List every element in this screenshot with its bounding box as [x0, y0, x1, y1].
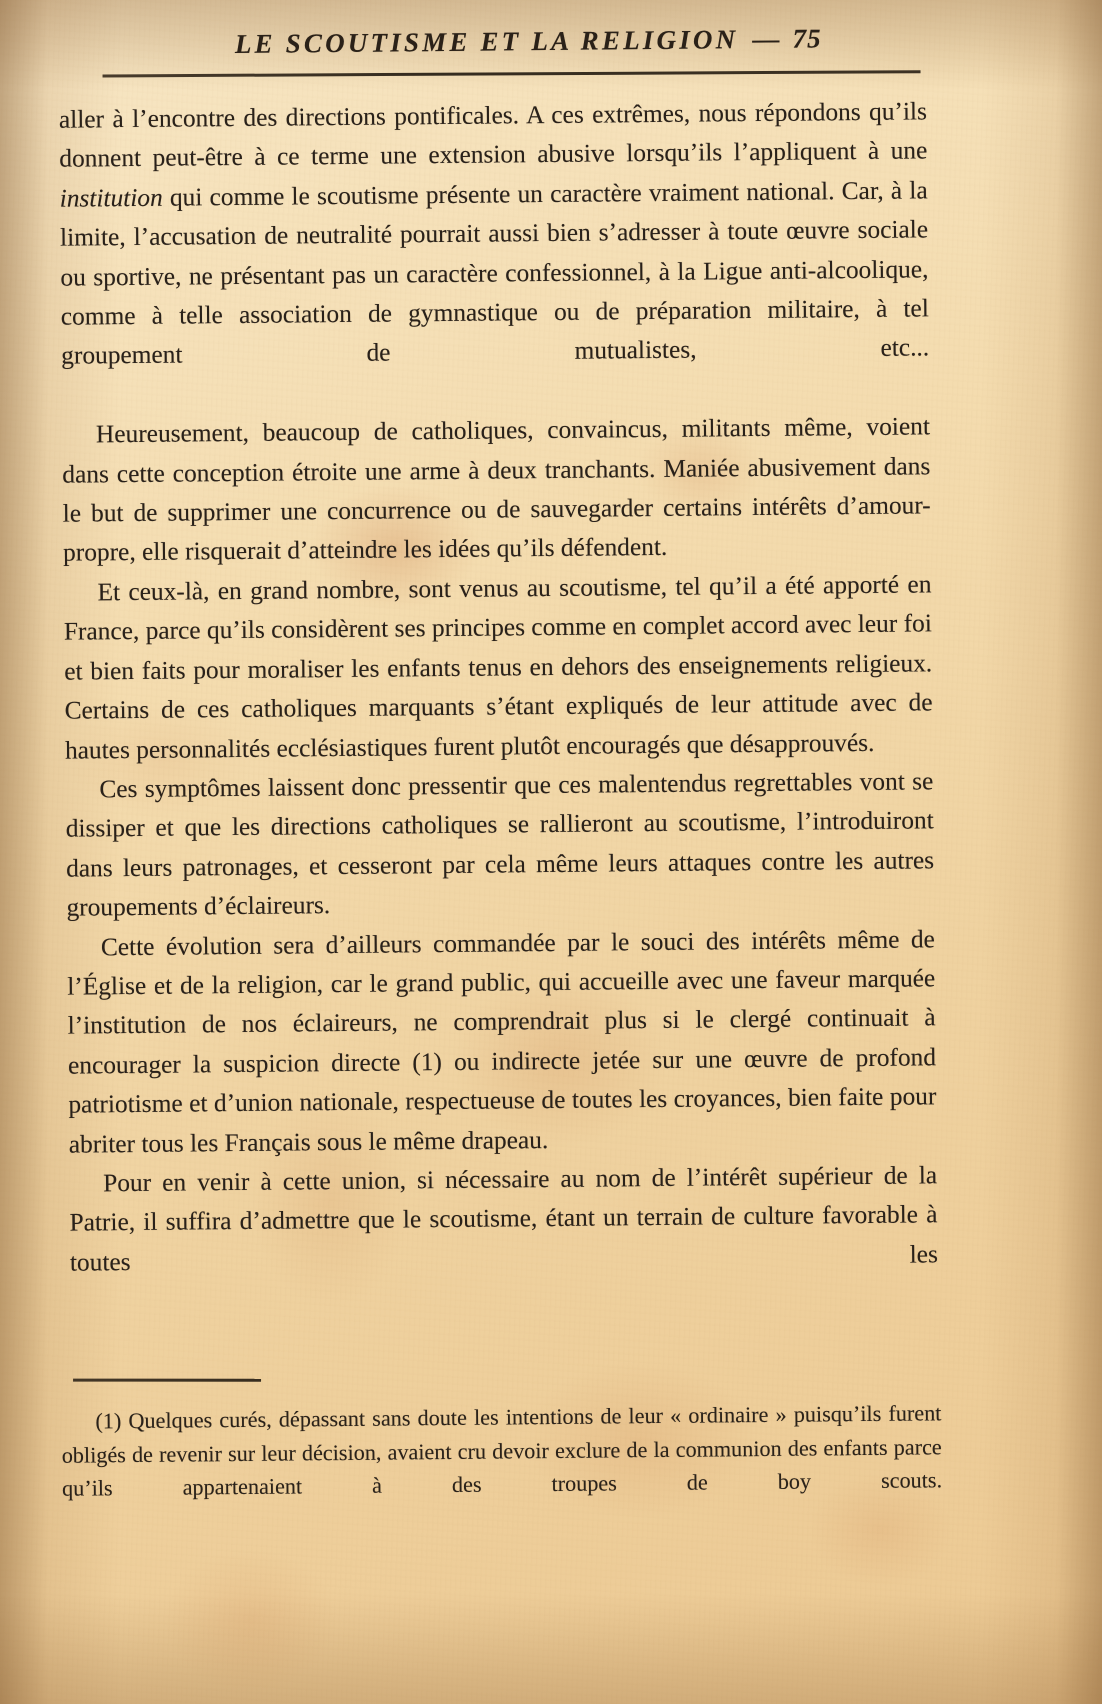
- footnote-block: [61, 1396, 942, 1539]
- running-head-title: LE SCOUTISME ET LA RELIGION: [234, 24, 739, 59]
- body-text: [59, 92, 939, 1322]
- footnote-text: (1) Quelques curés, dépassant sans doute les intentions de leur « ordinaire » puisqu’ils furent obligés de revenir sur leur décision, avaient cru devoir exclure de la communion des enfants parce qu’ils appartenaient à des troupes de boy scouts.: [61, 1400, 943, 1501]
- paragraph-continued: [59, 92, 930, 416]
- paragraph-text-after-italic: qui comme le scoutisme présente un caractère vraiment national. Car, à la limite, l’accusation de neutralité pourrait aussi bien s’adresser à toute œuvre sociale ou sportive, ne présentant pas un caractère confessionnel, à la Ligue anti-alcoolique, comme à telle association de gymnastique ou de préparation militaire, à tel groupement de mutualistes, etc...: [59, 176, 930, 371]
- footnote-rule: [73, 1379, 261, 1382]
- paragraph-text-before-italic: aller à l’encontre des directions pontificales. A ces extrêmes, nous répondons qu’ils donnent peut-être à ce terme une extension abusive lorsqu’ils l’appliquent à une: [58, 97, 928, 174]
- header-rule: [103, 70, 921, 77]
- paragraph-ces-symptomes: Ces symptômes laissent donc pressentir que ces malentendus regrettables vont se dissiper et que les directions catholiques se rallieront au scoutisme, l’introduiront dans leurs patronages, et cesseront par cela même leurs attaques contre les autres groupements d’éclaireurs.: [65, 767, 935, 922]
- paragraph-pour-en-venir: Pour en venir à cette union, si nécessaire au nom de l’intérêt supérieur de la Patrie, il suffira d’admettre que le scoutisme, étant un terrain de culture favorable à toutes les: [69, 1161, 939, 1277]
- paragraph-et-ceux-la: Et ceux-là, en grand nombre, sont venus au scoutisme, tel qu’il a été apporté en France, parce qu’ils considèrent ses principes comme en complet accord avec leur foi et bien faits pour moraliser les enfants tenus en dehors des enseignements religieux. Certains de ces catholiques marquants s’étant expliqués de leur attitude avec de hautes personnalités ecclésiastiques furent plutôt encouragés que désapprouvés.: [63, 570, 933, 765]
- paragraph-cette-evolution: Cette évolution sera d’ailleurs commandée par le souci des intérêts même de l’Église et de la religion, car le grand public, qui accueille avec une faveur marquée l’institution de nos éclaireurs, ne comprendrait plus si le clergé continuait à encourager la suspicion directe (1) ou indirecte jetée sur une œuvre de profond patriotisme et d’union nationale, respectueuse de toutes les croyances, bien faite pour abriter tous les Français sous le même drapeau.: [67, 924, 937, 1159]
- emphasized-term: institution: [59, 183, 163, 213]
- paragraph-heureusement: Heureusement, beaucoup de catholiques, convaincus, militants même, voient dans cette conception étroite une arme à deux tranchants. Maniée abusivement dans le but de supprimer une concurrence ou de sauvegarder certains intérêts d’amour-propre, elle risquerait d’atteindre les idées qu’ils défendent.: [62, 412, 931, 568]
- running-head: [88, 22, 968, 61]
- running-head-separator: —: [752, 23, 783, 55]
- page-number: 75: [792, 23, 822, 54]
- running-head-line: [88, 22, 968, 61]
